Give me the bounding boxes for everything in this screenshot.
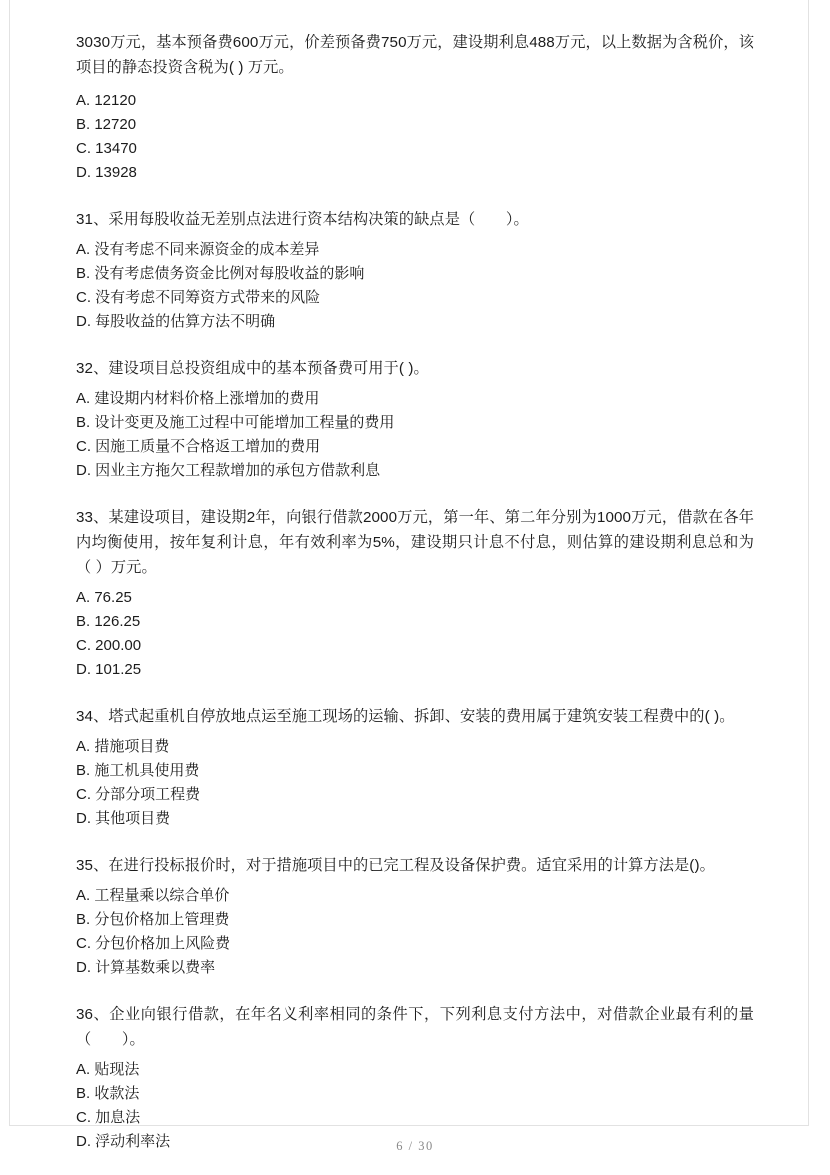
option-item[interactable]: B. 12720: [76, 116, 137, 133]
page-number-footer: 6 / 30: [396, 1139, 434, 1153]
option-item[interactable]: D. 101.25: [76, 661, 142, 678]
option-list: [76, 387, 754, 483]
option-item[interactable]: A. 贴现法: [76, 1061, 140, 1078]
question-block-34: [76, 704, 754, 831]
option-item[interactable]: D. 13928: [76, 164, 137, 181]
option-item[interactable]: C. 没有考虑不同筹资方式带来的风险: [76, 289, 321, 306]
question-stem: 35、在进行投标报价时，对于措施项目中的已完工程及设备保护费。适宜采用的计算方法是()。: [76, 857, 715, 874]
question-block-continued: [76, 30, 754, 185]
option-item[interactable]: A. 没有考虑不同来源资金的成本差异: [76, 241, 320, 258]
question-stem: 33、某建设项目，建设期2年，向银行借款2000万元，第一年、第二年分别为1000万元，借款在各年内均衡使用，按年复利计息，年有效利率为5%，建设期只计息不付息，则估算的建设期利息总和为（ ）万元。: [76, 509, 754, 576]
option-item[interactable]: D. 其他项目费: [76, 810, 171, 827]
option-item[interactable]: D. 每股收益的估算方法不明确: [76, 313, 276, 330]
option-item[interactable]: C. 13470: [76, 140, 137, 157]
option-item[interactable]: A. 76.25: [76, 589, 132, 606]
question-stem: 31、采用每股收益无差别点法进行资本结构决策的缺点是（ ）。: [76, 211, 529, 228]
option-list: [76, 89, 754, 185]
option-item[interactable]: C. 加息法: [76, 1109, 141, 1126]
option-item[interactable]: D. 计算基数乘以费率: [76, 959, 216, 976]
option-list: [76, 586, 754, 682]
question-block-31: [76, 207, 754, 334]
document-content: [76, 30, 754, 1154]
question-stem: 36、企业向银行借款，在年名义利率相同的条件下，下列利息支付方法中，对借款企业最有利的量（ ）。: [76, 1006, 754, 1048]
question-block-33: [76, 505, 754, 682]
option-item[interactable]: A. 工程量乘以综合单价: [76, 887, 230, 904]
option-item[interactable]: A. 措施项目费: [76, 738, 170, 755]
option-item[interactable]: B. 126.25: [76, 613, 141, 630]
option-item[interactable]: B. 收款法: [76, 1085, 140, 1102]
option-list: [76, 884, 754, 980]
question-block-32: [76, 356, 754, 483]
option-item[interactable]: D. 因业主方拖欠工程款增加的承包方借款利息: [76, 462, 381, 479]
option-item[interactable]: B. 没有考虑债务资金比例对每股收益的影响: [76, 265, 365, 282]
option-item[interactable]: B. 设计变更及施工过程中可能增加工程量的费用: [76, 414, 395, 431]
option-item[interactable]: C. 因施工质量不合格返工增加的费用: [76, 438, 321, 455]
option-item[interactable]: A. 12120: [76, 92, 137, 109]
option-list: [76, 735, 754, 831]
question-block-36: [76, 1002, 754, 1154]
question-stem: 32、建设项目总投资组成中的基本预备费可用于( )。: [76, 360, 429, 377]
option-item[interactable]: C. 分部分项工程费: [76, 786, 201, 803]
option-item[interactable]: D. 浮动利率法: [76, 1133, 171, 1150]
question-stem: 3030万元，基本预备费600万元，价差预备费750万元，建设期利息488万元，以上数据为含税价，该项目的静态投资含税为( ) 万元。: [76, 34, 754, 76]
question-block-35: [76, 853, 754, 980]
option-item[interactable]: A. 建设期内材料价格上涨增加的费用: [76, 390, 320, 407]
option-item[interactable]: B. 施工机具使用费: [76, 762, 200, 779]
question-stem: 34、塔式起重机自停放地点运至施工现场的运输、拆卸、安装的费用属于建筑安装工程费中的( )。: [76, 708, 735, 725]
option-item[interactable]: C. 分包价格加上风险费: [76, 935, 231, 952]
option-item[interactable]: C. 200.00: [76, 637, 142, 654]
option-list: [76, 238, 754, 334]
option-item[interactable]: B. 分包价格加上管理费: [76, 911, 230, 928]
